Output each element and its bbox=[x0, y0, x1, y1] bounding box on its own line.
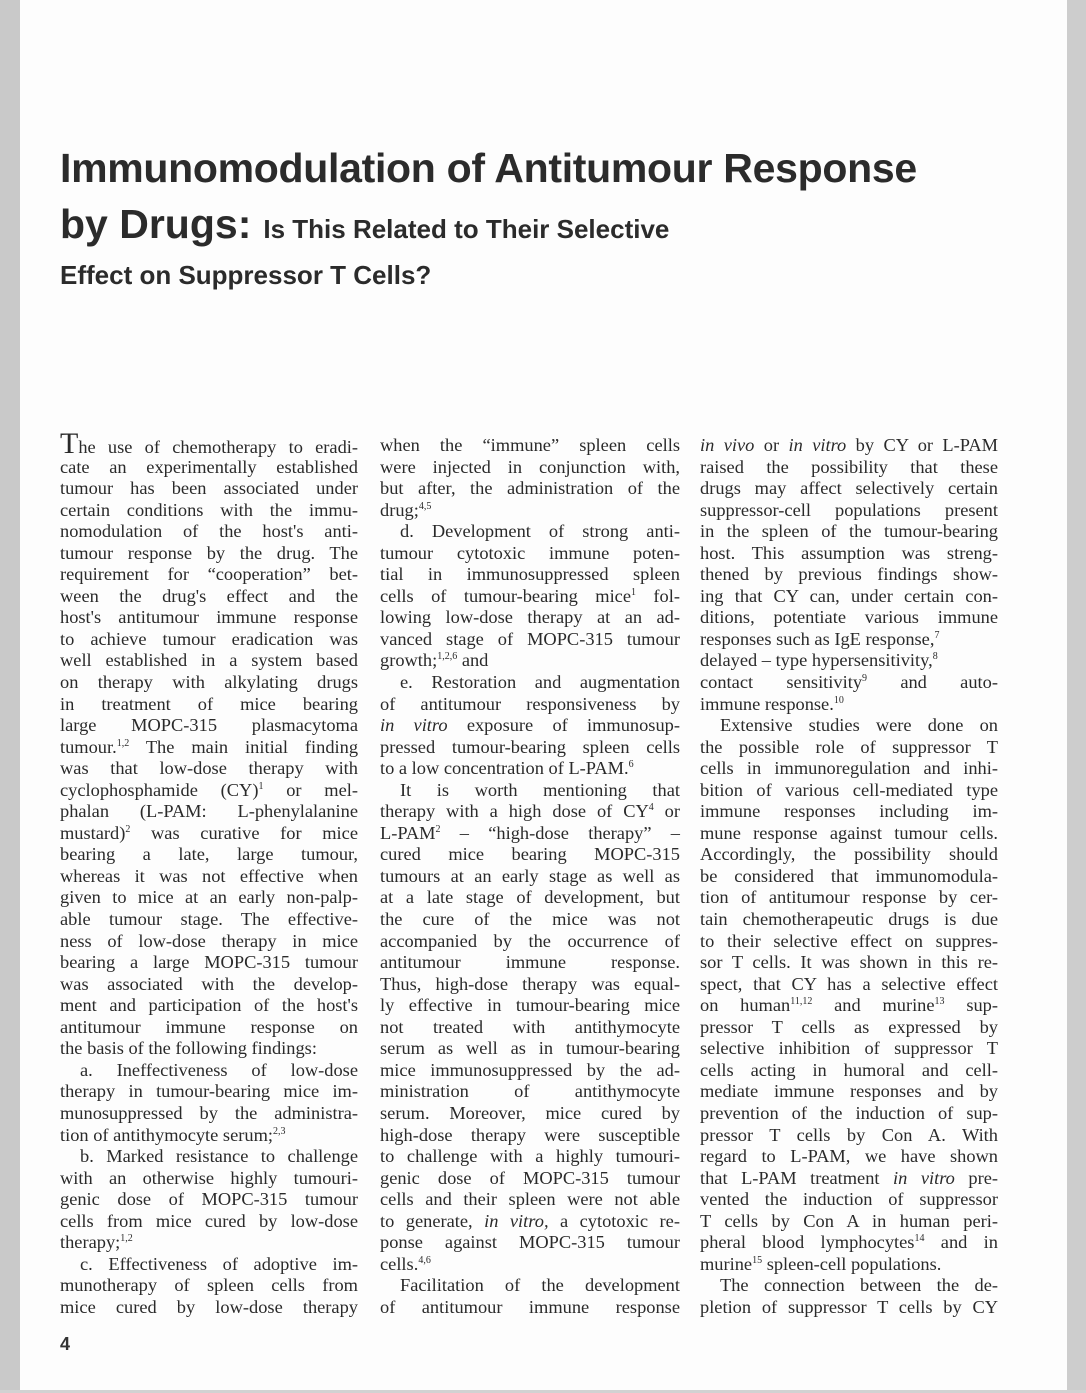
text-line: suppressor-cell populations present bbox=[700, 499, 998, 520]
text-line: immune response.$^{10}$ bbox=[700, 693, 844, 714]
text-line: Facilitation of the development bbox=[400, 1275, 680, 1296]
text-line: of antitumour responsiveness by bbox=[380, 693, 680, 714]
text-line: b. Marked resistance to challenge bbox=[80, 1146, 358, 1167]
text-line: immune responses including im- bbox=[700, 801, 998, 822]
text-line: with an otherwise highly tumouri- bbox=[60, 1167, 358, 1188]
text-line: at a late stage of development, but bbox=[380, 887, 680, 908]
text-line: prevention of the induction of sup- bbox=[700, 1102, 998, 1123]
text-line: thened by previous findings show- bbox=[700, 564, 998, 585]
text-line: d. Development of strong anti- bbox=[400, 521, 680, 542]
text-line: ween the drug's effect and the bbox=[60, 585, 358, 606]
text-line: serum as well as in tumour-bearing bbox=[380, 1038, 680, 1059]
text-line: cells from mice cured by low-dose bbox=[60, 1210, 358, 1231]
subtitle-part-1: Is This Related to Their Selective bbox=[263, 214, 670, 244]
text-line: bition of various cell-mediated type bbox=[700, 779, 998, 800]
citation-ref: 10 bbox=[833, 694, 844, 706]
text-line: spect, that CY has a selective effect bbox=[700, 973, 998, 994]
text-line: in the spleen of the tumour-bearing bbox=[700, 521, 998, 542]
text-line: mice immunosuppressed by the ad- bbox=[380, 1059, 680, 1080]
text-line: antitumour immune response on bbox=[60, 1016, 358, 1037]
text-column-3 bbox=[700, 435, 998, 1318]
text-line: host's antitumour immune response bbox=[60, 607, 358, 628]
text-line: pressed tumour-bearing spleen cells bbox=[380, 736, 680, 757]
text-line: pheral blood lymphocytes$^{14}$ and in bbox=[700, 1232, 998, 1253]
citation-ref: 4,6 bbox=[418, 1254, 431, 1266]
text-line: pressor T cells as expressed by bbox=[700, 1016, 998, 1037]
citation-ref: 1,2 bbox=[120, 1233, 133, 1245]
text-line: accompanied by the occurrence of bbox=[380, 930, 680, 951]
text-line: were injected in conjunction with, bbox=[380, 456, 680, 477]
text-line: ness of low-dose therapy in mice bbox=[60, 930, 358, 951]
citation-ref: 4 bbox=[648, 802, 654, 814]
text-line: drugs may affect selectively certain bbox=[700, 478, 998, 499]
text-line: It is worth mentioning that bbox=[400, 779, 680, 800]
text-line: cells.$^{4,6}$ bbox=[380, 1253, 431, 1274]
title-main-part: by Drugs: bbox=[60, 201, 252, 247]
text-line: certain conditions with the immu- bbox=[60, 499, 358, 520]
text-line: lowing low-dose therapy at an ad- bbox=[380, 607, 680, 628]
citation-ref: 7 bbox=[934, 629, 940, 641]
citation-ref: 13 bbox=[934, 996, 945, 1008]
text-line: to challenge with a highly tumouri- bbox=[380, 1146, 680, 1167]
text-line: to their selective effect on suppres- bbox=[700, 930, 998, 951]
text-line: The connection between the de- bbox=[720, 1275, 998, 1296]
text-line: bearing a large MOPC-315 tumour bbox=[60, 952, 358, 973]
text-line: antitumour immune response. bbox=[380, 952, 680, 973]
text-line: genic dose of MOPC-315 tumour bbox=[60, 1189, 358, 1210]
text-line: of antitumour immune response bbox=[380, 1296, 680, 1317]
text-line: to achieve tumour eradication was bbox=[60, 628, 358, 649]
text-line: munosuppressed by the administra- bbox=[60, 1102, 358, 1123]
text-line: The use of chemotherapy to eradi- bbox=[60, 427, 358, 460]
text-column-2 bbox=[380, 435, 680, 1318]
citation-ref: 1 bbox=[631, 586, 637, 598]
text-line: mune response against tumour cells. bbox=[700, 822, 998, 843]
text-line: when the “immune” spleen cells bbox=[380, 435, 680, 455]
text-line: sor T cells. It was shown in this re- bbox=[700, 952, 998, 973]
page-number: 4 bbox=[60, 1334, 71, 1354]
text-line: nomodulation of the host's anti- bbox=[60, 521, 358, 542]
text-line: therapy in tumour-bearing mice im- bbox=[60, 1081, 358, 1102]
text-line: host. This assumption was streng- bbox=[700, 542, 998, 563]
text-line: mediate immune responses and by bbox=[700, 1081, 998, 1102]
citation-ref: 2 bbox=[435, 823, 441, 835]
text-line: pressor T cells by Con A. With bbox=[700, 1124, 998, 1145]
text-line: tion of antitumour response by cer- bbox=[700, 887, 998, 908]
scan-edge-left bbox=[0, 0, 20, 1393]
text-line: therapy with a high dose of $CY^4$ or bbox=[380, 801, 680, 822]
text-line: drug;$^{4,5}$ bbox=[380, 499, 432, 520]
text-line: contact sensitivity$^9$ and auto- bbox=[700, 672, 998, 693]
text-line: e. Restoration and augmentation bbox=[400, 672, 680, 693]
text-line: phalan (L-PAM: L-phenylalanine bbox=[60, 801, 358, 822]
citation-ref: 1,2,6 bbox=[437, 651, 458, 663]
text-line: Thus, high-dose therapy was equal- bbox=[380, 973, 680, 994]
citation-ref: 6 bbox=[628, 759, 634, 771]
title-line-2 bbox=[60, 201, 669, 248]
text-line: tumour cytotoxic immune poten- bbox=[380, 542, 680, 563]
text-line: c. Effectiveness of adoptive im- bbox=[80, 1253, 358, 1274]
text-line: requirement for “cooperation” bet- bbox=[60, 564, 358, 585]
text-line: Extensive studies were done on bbox=[720, 715, 998, 736]
text-line: the possible role of suppressor T bbox=[700, 736, 998, 757]
text-line: cells acting in humoral and cell- bbox=[700, 1059, 998, 1080]
text-line: genic dose of MOPC-315 tumour bbox=[380, 1167, 680, 1188]
text-line: responses such as IgE response,$^7$ bbox=[700, 628, 940, 649]
text-line: mustard)$^2$ was curative for mice bbox=[60, 822, 358, 843]
text-line: tumours at an early stage as well as bbox=[380, 865, 680, 886]
text-line: ditions, potentiate various immune bbox=[700, 607, 998, 628]
citation-ref: 11,12 bbox=[790, 996, 813, 1008]
text-line: pletion of suppressor T cells by CY bbox=[700, 1296, 998, 1317]
text-line: a. Ineffectiveness of low-dose bbox=[80, 1059, 358, 1080]
text-line: whereas it was not effective when bbox=[60, 865, 358, 886]
text-line: bearing a late, large tumour, bbox=[60, 844, 358, 865]
citation-ref: 8 bbox=[932, 651, 938, 663]
text-line: on therapy with alkylating drugs bbox=[60, 672, 358, 693]
text-line: serum. Moreover, mice cured by bbox=[380, 1102, 680, 1123]
drop-cap: T bbox=[60, 427, 79, 460]
text-line: ly effective in tumour-bearing mice bbox=[380, 995, 680, 1016]
text-line: vanced stage of MOPC-315 tumour bbox=[380, 628, 680, 649]
text-line: cells in immunoregulation and inhi- bbox=[700, 758, 998, 779]
title-line-1: Immunomodulation of Antitumour Response bbox=[60, 145, 917, 191]
text-line: munotherapy of spleen cells from bbox=[60, 1275, 358, 1296]
text-line: therapy;$^{1,2}$ bbox=[60, 1232, 133, 1253]
citation-ref: 1 bbox=[258, 780, 264, 792]
text-line: in vitro exposure of immunosup- bbox=[380, 715, 680, 736]
text-line: but after, the administration of the bbox=[380, 478, 680, 499]
text-line: cured mice bearing MOPC-315 bbox=[380, 844, 680, 865]
citation-ref: 1,2 bbox=[116, 737, 130, 749]
text-line: on human$^{11,12}$ and murine$^{13}$ sup- bbox=[700, 995, 998, 1016]
text-line: in treatment of mice bearing bbox=[60, 693, 358, 714]
text-line: to generate, in vitro, a cytotoxic re- bbox=[380, 1210, 680, 1231]
text-line: selective inhibition of suppressor T bbox=[700, 1038, 998, 1059]
citation-ref: 15 bbox=[752, 1254, 763, 1266]
text-line: be considered that immunomodula- bbox=[700, 865, 998, 886]
citation-ref: 9 bbox=[862, 673, 868, 685]
text-line: that L-PAM treatment in vitro pre- bbox=[700, 1167, 998, 1188]
scan-edge-right bbox=[1067, 0, 1086, 1393]
text-line: tumour has been associated under bbox=[60, 478, 358, 499]
text-line: cells of tumour-bearing mice$^1$ fol- bbox=[380, 585, 680, 606]
text-line: Accordingly, the possibility should bbox=[700, 844, 998, 865]
text-line: L-PAM$^2$ – “high-dose therapy” – bbox=[380, 822, 680, 843]
text-line: was that low-dose therapy with bbox=[60, 758, 358, 779]
text-line: not treated with antithymocyte bbox=[380, 1016, 680, 1037]
text-line: mice cured by low-dose therapy bbox=[60, 1296, 358, 1317]
text-line: large MOPC-315 plasmacytoma bbox=[60, 715, 358, 736]
text-line: ment and participation of the host's bbox=[60, 995, 358, 1016]
text-line: cells and their spleen were not able bbox=[380, 1189, 680, 1210]
text-line: delayed – type hypersensitivity,$^8$ bbox=[700, 650, 938, 671]
text-line: T cells by Con A in human peri- bbox=[700, 1210, 998, 1231]
text-line: to a low concentration of L-PAM.$^6$ bbox=[380, 758, 634, 779]
text-line: tial in immunosuppressed spleen bbox=[380, 564, 680, 585]
text-line: murine$^{15}$ spleen-cell populations. bbox=[700, 1253, 942, 1274]
text-line: tain chemotherapeutic drugs is due bbox=[700, 909, 998, 930]
text-line: cyclophosphamide (CY)$^1$ or mel- bbox=[60, 779, 358, 800]
text-line: high-dose therapy were susceptible bbox=[380, 1124, 680, 1145]
text-line: cate an experimentally established bbox=[60, 456, 358, 477]
citation-ref: 4,5 bbox=[418, 500, 432, 512]
text-line: regard to L-PAM, we have shown bbox=[700, 1146, 998, 1167]
text-line: the basis of the following findings: bbox=[60, 1038, 317, 1059]
text-column-1 bbox=[60, 427, 359, 1318]
text-line: given to mice at an early non-palp- bbox=[60, 887, 358, 908]
text-line: ministration of antithymocyte bbox=[380, 1081, 680, 1102]
text-line: able tumour stage. The effective- bbox=[60, 909, 358, 930]
text-line: in vivo or in vitro by CY or L-PAM bbox=[700, 435, 998, 455]
citation-ref: 2,3 bbox=[272, 1125, 286, 1137]
text-line: growth;$^{1,2,6}$ and bbox=[380, 650, 489, 671]
text-line: ponse against MOPC-315 tumour bbox=[380, 1232, 680, 1253]
text-line: tion of antithymocyte serum;$^{2,3}$ bbox=[60, 1124, 286, 1145]
text-line: was associated with the develop- bbox=[60, 973, 358, 994]
text-line: vented the induction of suppressor bbox=[700, 1189, 998, 1210]
text-line: well established in a system based bbox=[60, 650, 358, 671]
citation-ref: 2 bbox=[125, 823, 131, 835]
text-line: tumour response by the drug. The bbox=[60, 542, 358, 563]
text-line: tumour.$^{1,2}$ The main initial finding bbox=[60, 736, 359, 757]
citation-ref: 14 bbox=[914, 1233, 925, 1245]
text-line: ing that CY can, under certain con- bbox=[700, 585, 998, 606]
subtitle-line: Effect on Suppressor T Cells? bbox=[60, 260, 432, 290]
text-line: raised the possibility that these bbox=[700, 456, 998, 477]
text-line: the cure of the mice was not bbox=[380, 909, 680, 930]
